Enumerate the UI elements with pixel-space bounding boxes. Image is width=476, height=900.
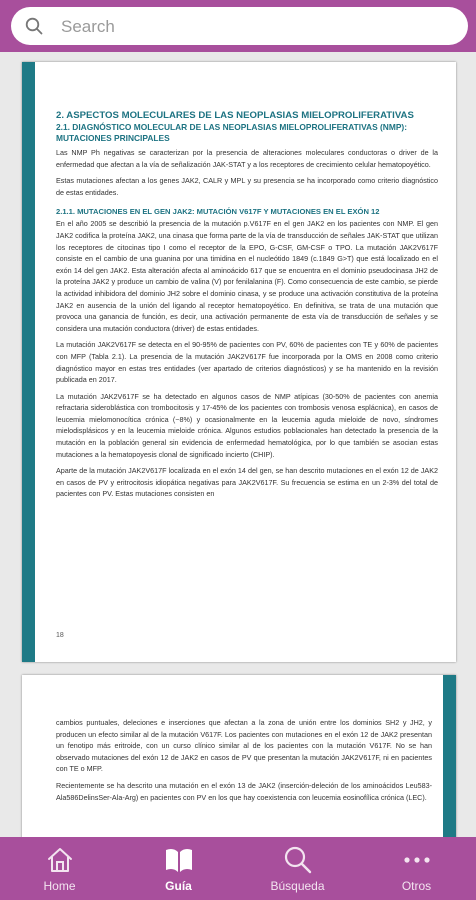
nav-guide[interactable] [119, 837, 238, 900]
more-icon [402, 855, 432, 865]
book-icon [164, 846, 194, 874]
subsubsection-heading: 2.1.1. MUTACIONES EN EL GEN JAK2: MUTACIÓN V617F Y MUTACIONES EN EL EXÓN 12 [56, 207, 380, 217]
page-accent-bar [22, 62, 35, 662]
search-icon [283, 845, 313, 875]
bottom-navigation [0, 837, 476, 900]
nav-search[interactable] [238, 837, 357, 900]
document-viewer[interactable] [0, 52, 476, 837]
page-accent-bar [443, 675, 456, 837]
search-input[interactable] [59, 15, 453, 39]
document-page [22, 62, 456, 662]
nav-label: Home [43, 879, 76, 893]
document-page [22, 675, 456, 837]
search-icon [25, 17, 43, 35]
page-content [56, 110, 438, 505]
section-heading: 2. ASPECTOS MOLECULARES DE LAS NEOPLASIAS MIELOPROLIFERATIVAS [56, 110, 414, 121]
nav-label: Búsqueda [270, 879, 325, 893]
paragraph: Las NMP Ph negativas se caracterizan por la presencia de alteraciones moleculares conductoras o driver de la enfermedad que afectan a la vía de señalización JAK-STAT y a los receptores de crecimiento celular hematopoyético. [56, 148, 438, 169]
search-bar[interactable] [11, 7, 468, 45]
page-number: 18 [56, 632, 64, 639]
subsection-heading: 2.1. DIAGNÓSTICO MOLECULAR DE LAS NEOPLASIAS MIELOPROLIFERATIVAS (NMP): MUTACIONES PRINCIPALES [56, 122, 407, 143]
nav-home[interactable] [0, 837, 119, 900]
paragraph: cambios puntuales, deleciones e inserciones que afectan a la zona de unión entre los dominios SH2 y JH2, y producen un efecto similar al de la mutación V617F. Los pacientes con mutaciones en el exón 12 de JAK2 presentan un fenotipo más eritroide, con un curso clínico similar al de los pacientes con la mutación V617F. No se han observado mutaciones del exón 12 de JAK2 en casos de PV que presentan la mutación JAK2V617F, ni en pacientes con TE o MFP. [56, 718, 432, 774]
paragraph: En el año 2005 se describió la presencia de la mutación p.V617F en el gen JAK2 en los pacientes con NMP. El gen JAK2 codifica la proteína JAK2, una cinasa que forma parte de la vía de transducción de señales JAK-STAT que utilizan los receptores de citocinas tipo I como el receptor de la EPO, G-CSF, GM-CSF o TPO. La mutación JAK2V617F consiste en el cambio de una guanina por una timidina en el nucleótido 1849 (c.1849 G>T) que está localizado en el exón 14 del gen JAK2. Esta alteración afecta al aminoácido 617 que se encuentra en el dominio pseudocinasa JH2 de la proteína JAK2 y produce un cambio de valina (V) por fenilalanina (F). Como consecuencia de este cambio, se pierde la actividad inhibidora del dominio JH2 sobre el dominio cinasa, y se produce una activación constitutiva de la proteína JAK2 en ausencia de la unión del ligando al receptor hematopoyético. En definitiva, se trata de una mutación que provoca una ganancia de función, es decir, una activación permanente de esta vía de transducción de señales y se considera una mutación conductora (driver) de estas entidades. [56, 219, 438, 333]
paragraph: La mutación JAK2V617F se ha detectado en algunos casos de NMP atípicas (30-50% de pacientes con anemia refractaria sideroblástica con trombocitosis y 17-45% de los pacientes con trombosis venosa esplácnica), en casos de leucemia mielomonocítica crónica (~8%) y ocasionalmente en la leucemia aguda mieloide de novo, síndromes mielodisplásicos y en la leucemia mieloide crónica. Algunos estudios poblacionales han detectado la presencia de la mutación en la población general sin evidencia de enfermedad hematológica, por lo que también se asocian estas mutaciones a la hematopoyesis clonal de significado incierto (CHIP). [56, 391, 438, 459]
paragraph: Recientemente se ha descrito una mutación en el exón 13 de JAK2 (inserción-deleción de los aminoácidos Leu583-Ala586DelinsSer-Ala-Arg) en pacientes con PV en los que hay coexistencia con leucemia eosinofílica crónica (LEC). [56, 780, 432, 802]
home-icon [46, 846, 74, 874]
page-content [56, 717, 432, 808]
nav-more[interactable] [357, 837, 476, 900]
paragraph: La mutación JAK2V617F se detecta en el 90-95% de pacientes con PV, 60% de pacientes con TE y 60% de pacientes con MFP (Tabla 2.1). La presencia de la mutación JAK2V617F fue incorporada por la OMS en 2008 como criterio diagnóstico mayor en estas tres entidades (ver apartado de criterios diagnósticos) y se ha mantenido en la revisión publicada en 2017. [56, 340, 438, 385]
nav-label: Otros [401, 879, 432, 893]
paragraph: Estas mutaciones afectan a los genes JAK2, CALR y MPL y su presencia se ha incorporado como criterio diagnóstico de estas entidades. [56, 176, 438, 197]
top-bar [0, 0, 476, 52]
paragraph: Aparte de la mutación JAK2V617F localizada en el exón 14 del gen, se han descrito mutaciones en el exón 12 de JAK2 en casos de PV y eritrocitosis idiopática negativas para JAK2V617F. Su frecuencia se estima en un 2-3% del total de pacientes con PV. Estas mutaciones consisten en [56, 466, 438, 499]
nav-label: Guía [165, 879, 192, 893]
